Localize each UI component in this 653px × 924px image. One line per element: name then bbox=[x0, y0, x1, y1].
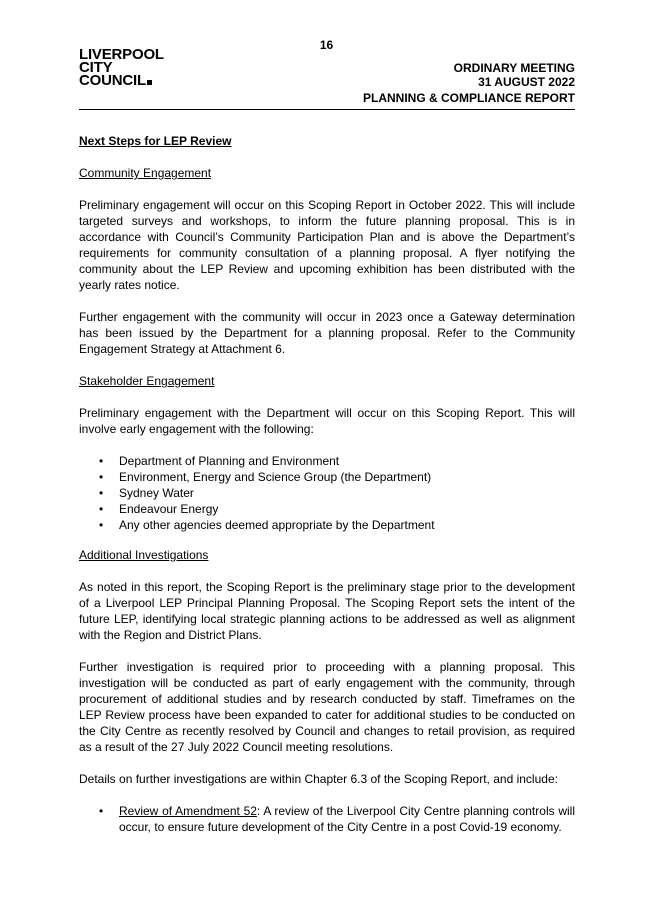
bullet-icon: • bbox=[99, 486, 104, 500]
additional-investigations-heading: Additional Investigations bbox=[79, 548, 209, 562]
list-item bbox=[79, 485, 575, 501]
amendment-52-title: Review of Amendment 52 bbox=[119, 804, 257, 818]
meeting-header bbox=[454, 61, 575, 89]
community-engagement-heading: Community Engagement bbox=[79, 166, 212, 180]
logo-mark-icon bbox=[147, 80, 152, 85]
list-item bbox=[79, 469, 575, 485]
list-item-text: Department of Planning and Environment bbox=[119, 454, 340, 468]
logo-line-3 bbox=[79, 74, 164, 87]
council-logo bbox=[79, 48, 164, 87]
community-paragraph-2: Further engagement with the community will occur in 2023 once a Gateway determination has been issued by the Department for a planning proposal. Refer to the Community Engagement Strategy at Attachment 6. bbox=[79, 310, 575, 356]
bullet-icon: • bbox=[99, 502, 104, 516]
bullet-icon: • bbox=[99, 470, 104, 484]
investigations-paragraph-2: Further investigation is required prior to proceeding with a planning proposal. This investigation will be conducted as part of early engagement with the community, through procurement of additional studies and by research conducted by staff. Timeframes on the LEP Review process have been expanded to cater for additional studies to be conducted on the City Centre as recently resolved by Council and changes to retail provision, as required as a result of the 27 July 2022 Council meeting resolutions. bbox=[79, 660, 575, 754]
list-item bbox=[79, 501, 575, 517]
meeting-name: ORDINARY MEETING bbox=[453, 61, 575, 75]
list-item bbox=[79, 453, 575, 469]
section-title: Next Steps for LEP Review bbox=[79, 134, 232, 148]
report-title: PLANNING & COMPLIANCE REPORT bbox=[79, 91, 575, 110]
page-number: 16 bbox=[319, 38, 334, 52]
report-body bbox=[79, 133, 575, 849]
investigations-list bbox=[79, 803, 575, 835]
stakeholder-engagement-heading: Stakeholder Engagement bbox=[79, 374, 215, 388]
list-item-text: Endeavour Energy bbox=[119, 502, 219, 516]
list-item bbox=[79, 517, 575, 533]
logo-line-1: LIVERPOOL bbox=[79, 46, 164, 63]
community-paragraph-1: Preliminary engagement will occur on this Scoping Report in October 2022. This will include targeted surveys and workshops, to inform the future planning proposal. This is in accordance with Council’s Community Participation Plan and is above the Department’s requirements for community consultation of a planning proposal. A flyer notifying the community about the LEP Review and upcoming exhibition has been distributed with the yearly rates notice. bbox=[79, 198, 575, 292]
stakeholder-paragraph: Preliminary engagement with the Department will occur on this Scoping Report. This will involve early engagement with the following: bbox=[79, 406, 575, 436]
meeting-date: 31 AUGUST 2022 bbox=[478, 75, 575, 89]
list-item bbox=[79, 803, 575, 835]
amendment-52-text: : A review of the Liverpool City Centre planning controls will occur, to ensure future development of the City Centre in a post Covid-19 economy. bbox=[119, 804, 575, 834]
investigations-paragraph-3: Details on further investigations are within Chapter 6.3 of the Scoping Report, and include: bbox=[79, 772, 558, 786]
investigations-paragraph-1: As noted in this report, the Scoping Report is the preliminary stage prior to the development of a Liverpool LEP Principal Planning Proposal. The Scoping Report sets the intent of the future LEP, identifying local strategic planning actions to be addressed as well as alignment with the Region and District Plans. bbox=[79, 580, 575, 642]
logo-line-2: CITY bbox=[79, 59, 113, 76]
bullet-icon: • bbox=[99, 454, 104, 468]
stakeholder-list bbox=[79, 453, 575, 533]
bullet-icon: • bbox=[99, 518, 104, 532]
list-item-text: Environment, Energy and Science Group (the Department) bbox=[119, 470, 432, 484]
list-item-text: Any other agencies deemed appropriate by the Department bbox=[119, 518, 435, 532]
logo-line-3-text: COUNCIL bbox=[79, 72, 146, 89]
bullet-icon: • bbox=[99, 804, 104, 818]
list-item-text: Sydney Water bbox=[119, 486, 194, 500]
